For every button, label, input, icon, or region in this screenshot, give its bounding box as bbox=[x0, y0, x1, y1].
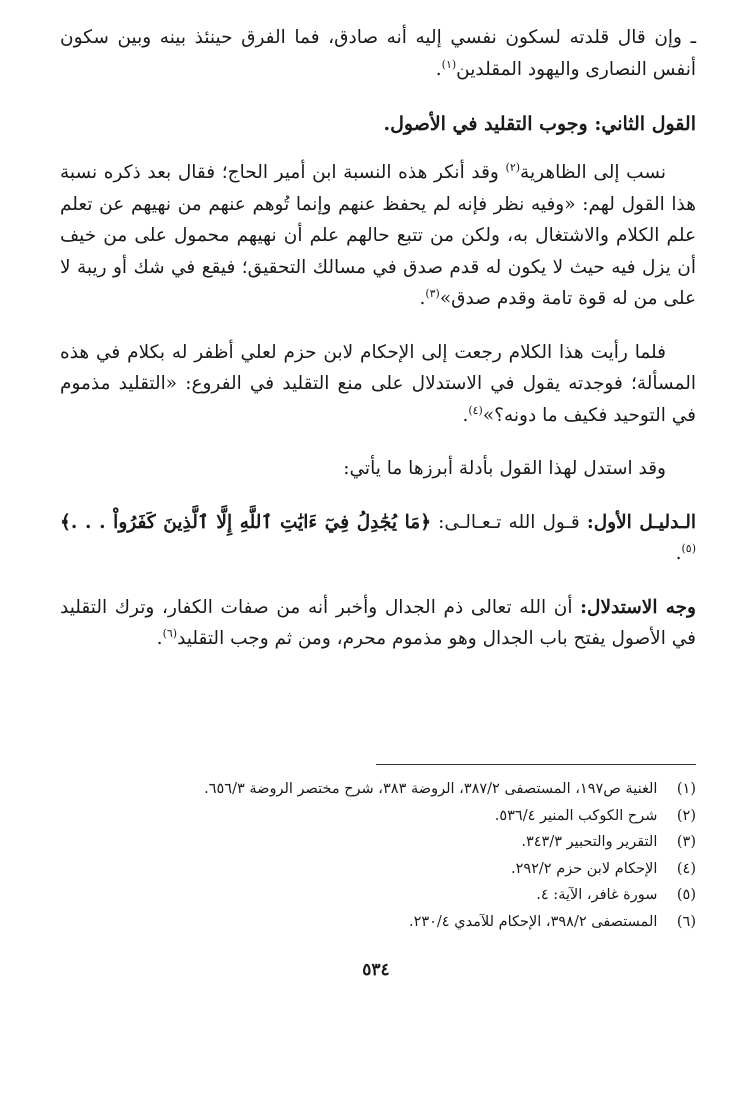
paragraph-text: أن الله تعالى ذم الجدال وأخبر أنه من صفات الكفار، وترك التقليد في الأصول يفتح باب الجدال وهو مذموم محرم، ومن ثم وجب التقليد bbox=[60, 596, 696, 649]
page-number: ٥٣٤ bbox=[362, 960, 390, 980]
footnote-ref-1[interactable]: (١) bbox=[441, 57, 457, 71]
footnote-text: المستصفى ٣٩٨/٢، الإحكام للآمدي ٢٣٠/٤. bbox=[408, 913, 658, 930]
footnote-item bbox=[56, 882, 696, 909]
paragraph-6 bbox=[60, 592, 696, 655]
footnote-item bbox=[56, 803, 696, 830]
footnote-text: الغنية ص١٩٧، المستصفى ٣٨٧/٢، الروضة ٣٨٣، شرح مختصر الروضة ٦٥٦/٣. bbox=[204, 781, 658, 797]
footnote-item bbox=[56, 909, 696, 936]
paragraph-5 bbox=[60, 507, 696, 570]
footnote-item bbox=[56, 856, 696, 883]
footnote-text: سورة غافر، الآية: ٤. bbox=[536, 887, 658, 903]
footnote-number: (٦) bbox=[676, 913, 696, 930]
punctuation: . bbox=[435, 58, 442, 80]
footnote-item bbox=[56, 776, 696, 803]
section-heading: القول الثاني: وجوب التقليد في الأصول. bbox=[383, 113, 696, 135]
footnotes-list bbox=[56, 776, 696, 935]
footnote-ref-2[interactable]: (٢) bbox=[505, 160, 521, 174]
footnote-number: (٢) bbox=[676, 807, 696, 824]
footnote-number: (٥) bbox=[676, 887, 696, 903]
evidence-label: الـدليـل الأول: bbox=[586, 511, 696, 533]
punctuation: . bbox=[675, 543, 682, 564]
footnote-ref-4[interactable]: (٤) bbox=[468, 403, 483, 417]
footnote-ref-6[interactable]: (٦) bbox=[162, 626, 178, 640]
paragraph-4: وقد استدل لهذا القول بأدلة أبرزها ما يأتي: bbox=[343, 458, 666, 479]
footnote-text: الإحكام لابن حزم ٢٩٢/٢. bbox=[510, 860, 658, 877]
footnote-number: (٤) bbox=[676, 860, 696, 877]
page-body bbox=[60, 22, 696, 655]
paragraph-text: فلما رأيت هذا الكلام رجعت إلى الإحكام لابن حزم لعلي أظفر له بكلام في هذه المسألة؛ فوجدته يقول في الاستدلال على منع التقليد في الفروع: «التقليد مذموم في التوحيد فكيف ما دونه؟» bbox=[60, 341, 696, 426]
footnote-item bbox=[56, 829, 696, 856]
inference-label: وجه الاستدلال: bbox=[580, 596, 696, 618]
paragraph-text: نسب إلى الظاهرية bbox=[520, 162, 666, 183]
footnote-text: شرح الكوكب المنير ٥٣٦/٤. bbox=[494, 807, 658, 824]
punctuation: . bbox=[462, 404, 469, 426]
footnote-ref-3[interactable]: (٣) bbox=[425, 286, 440, 300]
paragraph-text: قـول الله تـعـالـى: bbox=[431, 511, 587, 533]
punctuation: . bbox=[156, 628, 163, 649]
paragraph-3 bbox=[60, 337, 696, 432]
paragraph-text: وقد أنكر هذه النسبة ابن أمير الحاج؛ فقال بعد ذكره نسبة هذا القول لهم: «وفيه نظر فإنه لم يحفظ عنهم وإنما تُوهم عنهم من نهيهم عن تعلم علم الكلام والاشتغال به، ولكن من تتبع حالهم علم أن نهيهم محمول على من خيف أن يزل فيه حيث لا يكون له قدم صدق في مسالك التحقيق؛ فيقع في شك أو ريبة لا على من له قوة تامة وقدم صدق» bbox=[60, 162, 696, 309]
punctuation: . bbox=[419, 288, 426, 309]
footnote-separator bbox=[376, 764, 696, 765]
paragraph-1 bbox=[60, 22, 696, 85]
footnote-ref-5[interactable]: (٥) bbox=[681, 541, 696, 555]
footnote-number: (١) bbox=[676, 781, 696, 797]
paragraph-2 bbox=[60, 157, 696, 315]
quran-verse: ﴿مَا يُجَٰدِلُ فِيٓ ءَايَٰتِ ٱللَّهِ إِلَّا ٱلَّذِينَ كَفَرُواْ . . .﴾ bbox=[60, 511, 432, 533]
footnote-text: التقرير والتحبير ٣٤٣/٣. bbox=[521, 834, 658, 850]
footnote-number: (٣) bbox=[676, 834, 696, 850]
paragraph-text: ـ وإن قال قلدته لسكون نفسي إليه أنه صادق، فما الفرق حينئذ بينه وبين سكون أنفس النصارى واليهود المقلدين bbox=[60, 27, 696, 80]
